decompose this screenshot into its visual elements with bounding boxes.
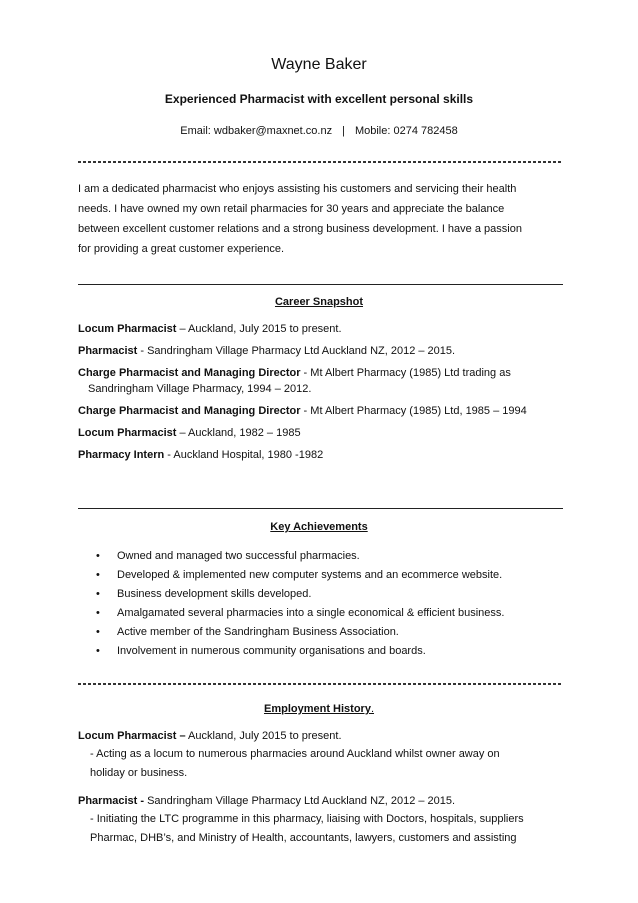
- summary-line: I am a dedicated pharmacist who enjoys assisting his customers and servicing their health: [78, 183, 517, 195]
- summary-line: between excellent customer relations and a strong business development. I have a passion: [78, 223, 522, 235]
- employment-title-period: .: [370, 703, 375, 715]
- bullet-icon: •: [96, 626, 100, 638]
- summary-paragraph: [78, 179, 563, 259]
- career-item: [78, 365, 563, 397]
- job-detail: Sandringham Village Pharmacy Ltd Auckland NZ, 2012 – 2015.: [144, 795, 456, 807]
- career-item: [78, 447, 563, 463]
- career-item: [78, 321, 563, 337]
- bullet-icon: •: [96, 569, 100, 581]
- career-detail-continued: Sandringham Village Pharmacy, 1994 – 2012.: [88, 383, 312, 395]
- career-list: [78, 321, 563, 469]
- bullet-icon: •: [96, 607, 100, 619]
- bullet-icon: •: [96, 588, 100, 600]
- job-description-line: - Initiating the LTC programme in this pharmacy, liaising with Doctors, hospitals, suppliers: [90, 813, 524, 825]
- job-detail: Auckland, July 2015 to present.: [185, 730, 342, 742]
- divider-solid: [78, 508, 563, 509]
- bullet-icon: •: [96, 645, 100, 657]
- career-role: Locum Pharmacist: [78, 323, 177, 335]
- career-snapshot-title: Career Snapshot: [274, 296, 364, 308]
- career-detail: – Auckland, 1982 – 1985: [176, 427, 301, 439]
- career-role: Pharmacist: [78, 345, 138, 357]
- achievement-text: Business development skills developed.: [117, 588, 312, 600]
- job-role: Pharmacist -: [78, 795, 145, 807]
- career-role: Charge Pharmacist and Managing Director: [78, 405, 301, 417]
- job-heading: [78, 728, 563, 745]
- career-item: [78, 403, 563, 419]
- achievement-item: [78, 623, 563, 642]
- email-text: Email: wdbaker@maxnet.co.nz: [180, 125, 333, 137]
- achievement-text: Developed & implemented new computer systems and an ecommerce website.: [117, 569, 503, 581]
- career-detail: – Auckland, July 2015 to present.: [176, 323, 342, 335]
- career-detail: - Sandringham Village Pharmacy Ltd Auckland NZ, 2012 – 2015.: [137, 345, 456, 357]
- summary-line: for providing a great customer experience.: [78, 243, 285, 255]
- achievement-text: Amalgamated several pharmacies into a single economical & efficient business.: [117, 607, 505, 619]
- job-heading: [78, 793, 563, 810]
- achievement-text: Active member of the Sandringham Business Association.: [117, 626, 399, 638]
- employment-list: [78, 728, 563, 858]
- achievement-text: Owned and managed two successful pharmacies.: [117, 550, 360, 562]
- achievement-text: Involvement in numerous community organisations and boards.: [117, 645, 426, 657]
- job-role: Locum Pharmacist –: [78, 730, 186, 742]
- achievement-item: [78, 566, 563, 585]
- achievement-item: [78, 642, 563, 661]
- achievement-item: [78, 604, 563, 623]
- employment-title-text: Employment History: [263, 703, 371, 715]
- contact-separator: |: [342, 125, 345, 137]
- job-description-line: holiday or business.: [90, 767, 188, 779]
- achievement-item: [78, 585, 563, 604]
- candidate-name: Wayne Baker: [271, 56, 367, 73]
- job-entry: [78, 793, 563, 848]
- career-item: [78, 425, 563, 441]
- divider-dashed: [78, 683, 561, 685]
- achievement-item: [78, 547, 563, 566]
- career-detail: - Mt Albert Pharmacy (1985) Ltd, 1985 – 1994: [300, 405, 527, 417]
- career-detail: - Mt Albert Pharmacy (1985) Ltd trading as: [300, 367, 511, 379]
- mobile-text: Mobile: 0274 782458: [354, 125, 458, 137]
- job-description-line: - Acting as a locum to numerous pharmacies around Auckland whilst owner away on: [90, 748, 500, 760]
- career-item: [78, 343, 563, 359]
- divider-dashed: [78, 161, 561, 163]
- career-role: Pharmacy Intern: [78, 449, 165, 461]
- career-role: Charge Pharmacist and Managing Director: [78, 367, 301, 379]
- career-detail: - Auckland Hospital, 1980 -1982: [164, 449, 324, 461]
- job-entry: [78, 728, 563, 783]
- employment-history-title: [0, 703, 638, 715]
- bullet-icon: •: [96, 550, 100, 562]
- achievements-list: [78, 547, 563, 661]
- job-description-line: Pharmac, DHB’s, and Ministry of Health, accountants, lawyers, customers and assisting: [90, 832, 517, 844]
- contact-line: [0, 125, 638, 137]
- career-role: Locum Pharmacist: [78, 427, 177, 439]
- key-achievements-title: Key Achievements: [270, 521, 368, 533]
- summary-line: needs. I have owned my own retail pharmacies for 30 years and appreciate the balance: [78, 203, 505, 215]
- divider-solid: [78, 284, 563, 285]
- headline: Experienced Pharmacist with excellent personal skills: [164, 92, 474, 106]
